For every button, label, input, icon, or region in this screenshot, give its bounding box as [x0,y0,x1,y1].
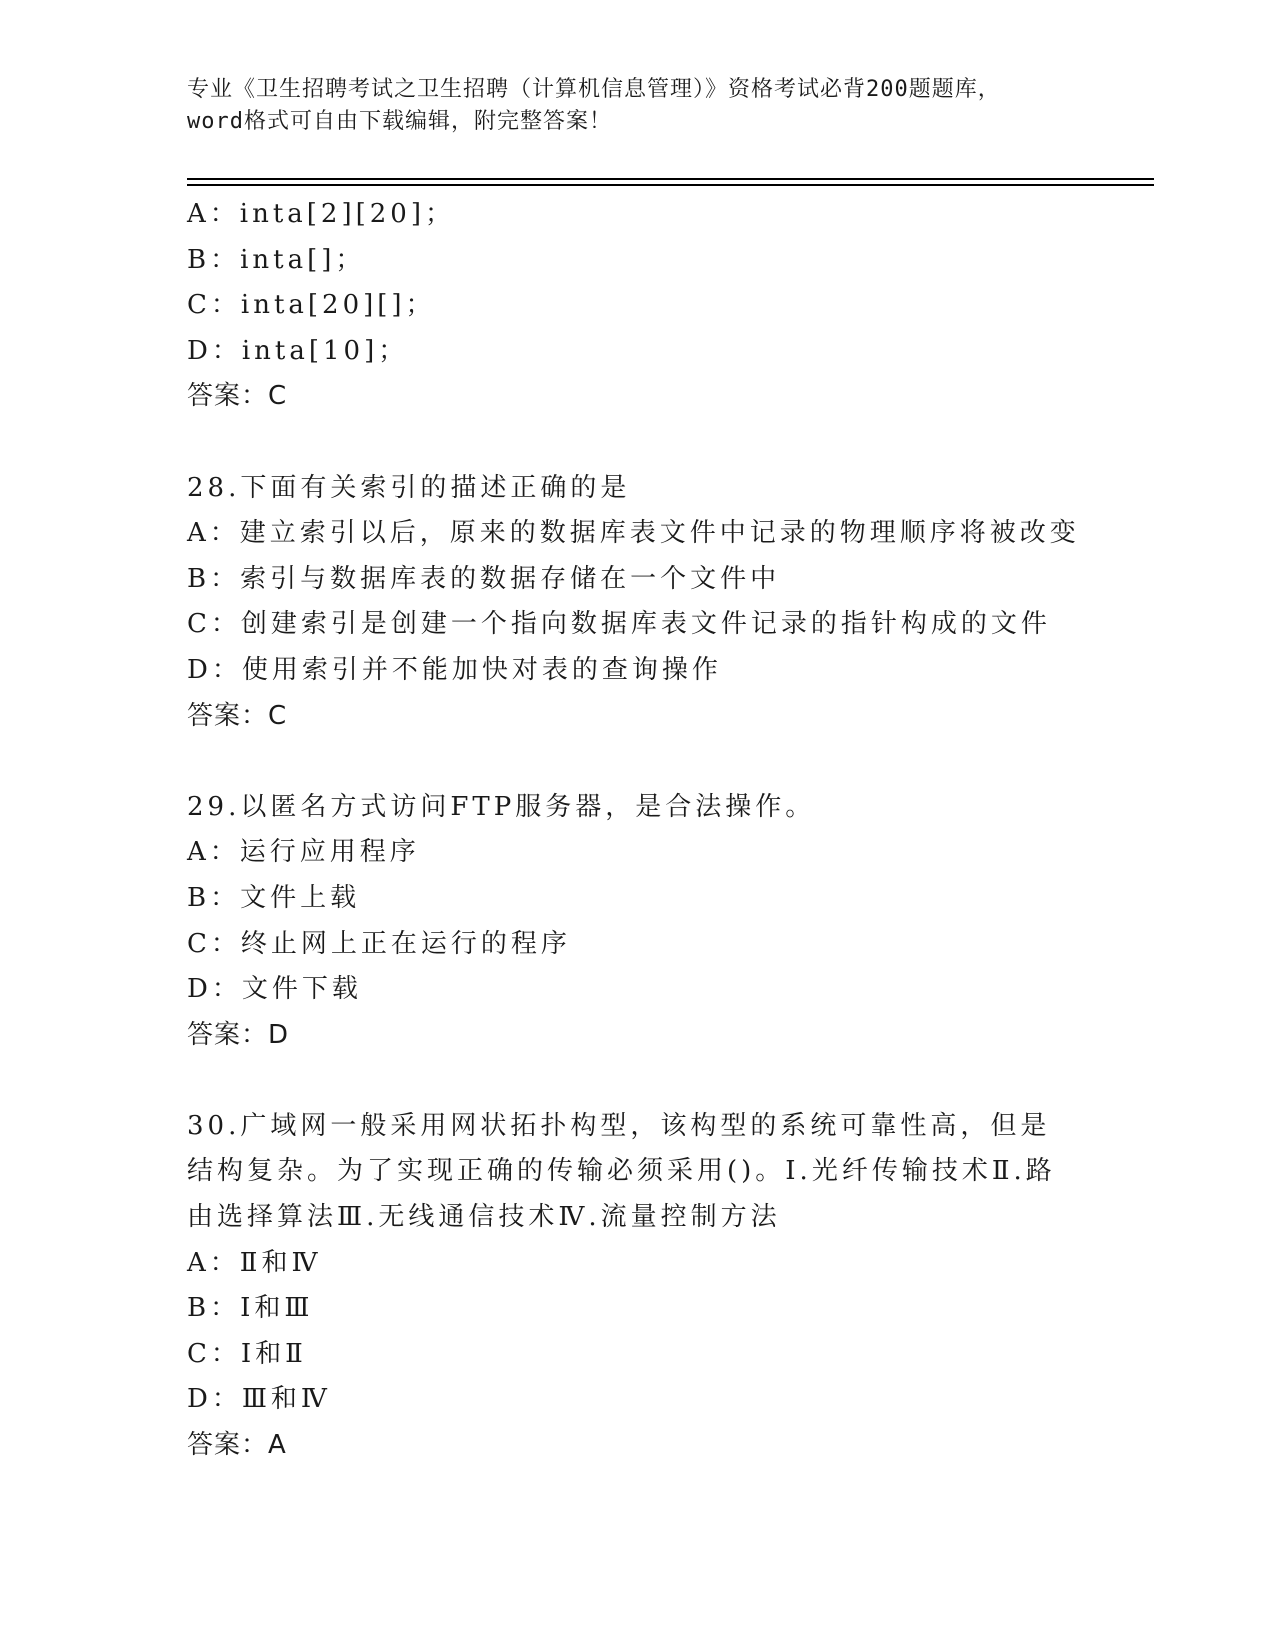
question-text: 30.广域网一般采用网状拓扑构型，该构型的系统可靠性高，但是结构复杂。为了实现正确的传输必须采用()。Ⅰ.光纤传输技术Ⅱ.路由选择算法Ⅲ.无线通信技术Ⅳ.流量控制方法 [187,1110,1056,1233]
option-b: B：文件上载 [187,882,361,913]
option-a: A：Ⅱ和Ⅳ [187,1247,322,1278]
option-b: B：Ⅰ和Ⅲ [187,1293,314,1324]
answer-line: 答案：A [187,1430,287,1461]
option-c: C：Ⅰ和Ⅱ [187,1338,307,1369]
option-d: D：文件下载 [187,974,362,1005]
option-a: A：运行应用程序 [187,837,420,868]
document-header [187,74,1087,138]
option-a: A：inta[2][20]； [187,199,455,229]
header-divider [187,178,1154,180]
question-29 [187,785,1087,1059]
question-text: 28.下面有关索引的描述正确的是 [187,472,631,503]
question-28 [187,466,1087,740]
question-list [187,192,1087,1469]
option-b: B：inta[]； [187,244,366,275]
option-d: D：Ⅲ和Ⅳ [187,1384,331,1415]
option-d: D：使用索引并不能加快对表的查询操作 [187,654,722,685]
answer-line: 答案：D [187,1019,290,1050]
option-d: D：inta[10]； [187,335,409,366]
question-30 [187,1104,1087,1469]
header-title-line-2: word格式可自由下载编辑，附完整答案！ [187,109,612,134]
spacer [187,739,1087,785]
question-text: 29.以匿名方式访问FTP服务器，是合法操作。 [187,791,816,822]
answer-line: 答案：C [187,700,288,731]
option-c: C：inta[20][]； [187,290,436,321]
question-27-continued [187,192,1087,420]
spacer [187,420,1087,466]
spacer [187,1058,1087,1104]
option-c: C：创建索引是创建一个指向数据库表文件记录的指针构成的文件 [187,609,1051,640]
header-divider-second [187,184,1154,186]
header-title-line-1: 专业《卫生招聘考试之卫生招聘（计算机信息管理）》资格考试必背200题题库， [187,77,1001,102]
answer-line: 答案：C [187,381,288,412]
option-b: B：索引与数据库表的数据存储在一个文件中 [187,563,781,594]
option-a: A：建立索引以后，原来的数据库表文件中记录的物理顺序将被改变 [187,518,1080,549]
option-c: C：终止网上正在运行的程序 [187,928,571,959]
